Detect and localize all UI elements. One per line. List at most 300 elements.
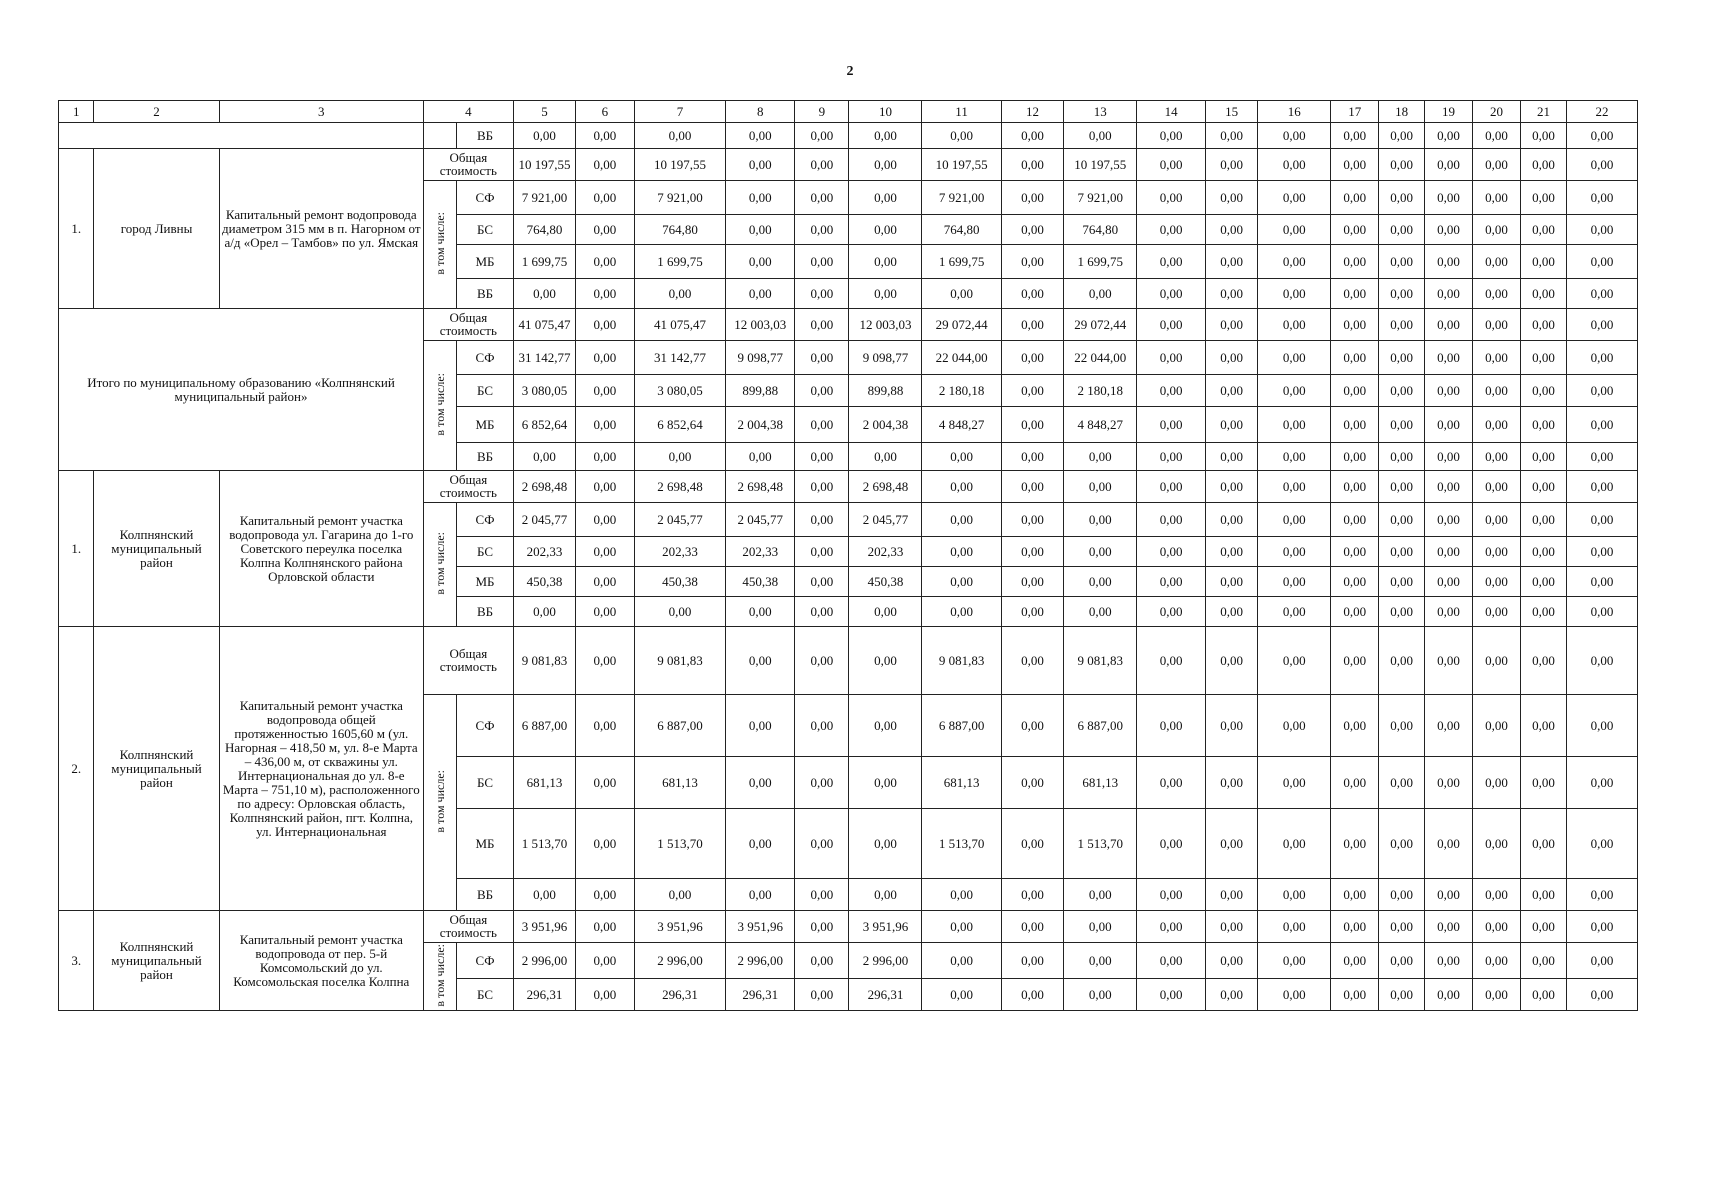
value-cell: 0,00 — [1206, 979, 1258, 1011]
value-cell: 0,00 — [1566, 597, 1637, 627]
value-cell: 0,00 — [1566, 879, 1637, 911]
value-cell: 0,00 — [795, 911, 849, 943]
value-cell: 9 098,77 — [726, 341, 795, 375]
district-name: город Ливны — [94, 149, 219, 309]
row-label: МБ — [457, 245, 513, 279]
value-cell: 0,00 — [1379, 567, 1425, 597]
value-cell: 0,00 — [1473, 943, 1521, 979]
value-cell: 0,00 — [576, 471, 634, 503]
value-cell: 202,33 — [726, 537, 795, 567]
value-cell: 0,00 — [1379, 537, 1425, 567]
value-cell: 0,00 — [726, 809, 795, 879]
value-cell: 0,00 — [576, 407, 634, 443]
value-cell: 681,13 — [922, 757, 1001, 809]
value-cell: 0,00 — [513, 279, 576, 309]
value-cell: 0,00 — [1258, 979, 1331, 1011]
value-cell: 0,00 — [1001, 149, 1064, 181]
value-cell: 0,00 — [1331, 503, 1379, 537]
value-cell: 0,00 — [1379, 341, 1425, 375]
value-cell: 1 513,70 — [922, 809, 1001, 879]
value-cell: 0,00 — [576, 537, 634, 567]
header-cell: 7 — [634, 101, 726, 123]
vertical-label — [424, 181, 457, 309]
value-cell: 0,00 — [1331, 341, 1379, 375]
value-cell: 0,00 — [1425, 757, 1473, 809]
row-label: БС — [457, 757, 513, 809]
value-cell: 0,00 — [1206, 567, 1258, 597]
value-cell: 0,00 — [1379, 757, 1425, 809]
value-cell: 10 197,55 — [922, 149, 1001, 181]
value-cell: 22 044,00 — [922, 341, 1001, 375]
value-cell: 0,00 — [795, 123, 849, 149]
header-cell: 18 — [1379, 101, 1425, 123]
value-cell: 0,00 — [1521, 407, 1567, 443]
value-cell: 0,00 — [1379, 503, 1425, 537]
value-cell: 0,00 — [1566, 443, 1637, 471]
value-cell: 0,00 — [634, 879, 726, 911]
value-cell: 0,00 — [795, 503, 849, 537]
header-cell: 8 — [726, 101, 795, 123]
value-cell: 0,00 — [1001, 809, 1064, 879]
value-cell: 0,00 — [1137, 757, 1206, 809]
value-cell: 0,00 — [1258, 215, 1331, 245]
value-cell: 764,80 — [634, 215, 726, 245]
total-cost-text: Общая стоимость — [439, 472, 497, 500]
value-cell: 0,00 — [1258, 503, 1331, 537]
header-cell: 9 — [795, 101, 849, 123]
value-cell: 0,00 — [1001, 181, 1064, 215]
value-cell: 0,00 — [849, 181, 922, 215]
value-cell: 7 921,00 — [634, 181, 726, 215]
value-cell: 2 698,48 — [726, 471, 795, 503]
value-cell: 0,00 — [795, 407, 849, 443]
value-cell: 0,00 — [1001, 309, 1064, 341]
value-cell: 0,00 — [1258, 627, 1331, 695]
value-cell: 0,00 — [726, 695, 795, 757]
value-cell: 1 699,75 — [513, 245, 576, 279]
value-cell: 22 044,00 — [1064, 341, 1137, 375]
value-cell: 0,00 — [1521, 471, 1567, 503]
value-cell: 4 848,27 — [1064, 407, 1137, 443]
value-cell: 0,00 — [576, 181, 634, 215]
value-cell: 0,00 — [1064, 123, 1137, 149]
value-cell: 0,00 — [1206, 279, 1258, 309]
value-cell: 0,00 — [1331, 407, 1379, 443]
total-cost-label — [424, 471, 514, 503]
value-cell: 0,00 — [1566, 503, 1637, 537]
row-label: СФ — [457, 695, 513, 757]
value-cell: 0,00 — [1137, 627, 1206, 695]
value-cell: 0,00 — [1137, 943, 1206, 979]
value-cell: 0,00 — [576, 341, 634, 375]
total-cost-text: Общая стоимость — [439, 646, 497, 674]
value-cell: 0,00 — [1001, 627, 1064, 695]
value-cell: 0,00 — [1001, 597, 1064, 627]
header-cell: 22 — [1566, 101, 1637, 123]
value-cell: 0,00 — [576, 279, 634, 309]
value-cell: 0,00 — [1258, 809, 1331, 879]
value-cell: 0,00 — [1206, 149, 1258, 181]
value-cell: 0,00 — [849, 757, 922, 809]
value-cell: 2 698,48 — [513, 471, 576, 503]
value-cell: 0,00 — [1331, 181, 1379, 215]
value-cell: 0,00 — [1206, 407, 1258, 443]
value-cell: 0,00 — [1331, 309, 1379, 341]
value-cell: 2 004,38 — [849, 407, 922, 443]
value-cell: 0,00 — [1566, 757, 1637, 809]
value-cell: 0,00 — [1331, 809, 1379, 879]
value-cell: 0,00 — [1425, 149, 1473, 181]
value-cell: 0,00 — [795, 443, 849, 471]
value-cell: 0,00 — [1566, 149, 1637, 181]
project-description: Капитальный ремонт участка водопровода общей протяженностью 1605,60 м (ул. Нагорная – 418,50 м, ул. 8-е Марта – 436,00 м, от скважины ул. Интернациональная до ул. 8-е Марта – 751,10 м), расположенного по адресу: Орловская область, Колпнянский район, пгт. Колпна, ул. Интернациональная — [219, 627, 423, 911]
value-cell: 0,00 — [1473, 809, 1521, 879]
total-cost-label — [424, 309, 514, 341]
value-cell: 0,00 — [922, 471, 1001, 503]
value-cell: 1 699,75 — [634, 245, 726, 279]
value-cell: 2 045,77 — [513, 503, 576, 537]
value-cell: 0,00 — [1206, 943, 1258, 979]
header-cell: 17 — [1331, 101, 1379, 123]
value-cell: 0,00 — [1473, 537, 1521, 567]
value-cell: 0,00 — [1521, 279, 1567, 309]
value-cell: 0,00 — [1425, 375, 1473, 407]
value-cell: 0,00 — [1473, 375, 1521, 407]
row-label: СФ — [457, 503, 513, 537]
total-cost-text: Общая стоимость — [439, 310, 497, 338]
value-cell: 9 081,83 — [922, 627, 1001, 695]
value-cell: 0,00 — [1566, 215, 1637, 245]
header-cell: 5 — [513, 101, 576, 123]
value-cell: 0,00 — [1001, 879, 1064, 911]
value-cell: 0,00 — [1473, 503, 1521, 537]
vertical-label — [424, 503, 457, 627]
value-cell: 0,00 — [1137, 443, 1206, 471]
header-cell: 3 — [219, 101, 423, 123]
value-cell: 0,00 — [1137, 149, 1206, 181]
value-cell: 0,00 — [1331, 279, 1379, 309]
value-cell: 764,80 — [513, 215, 576, 245]
value-cell: 0,00 — [1379, 245, 1425, 279]
value-cell: 0,00 — [1001, 341, 1064, 375]
value-cell: 0,00 — [1473, 279, 1521, 309]
value-cell: 0,00 — [1001, 279, 1064, 309]
value-cell: 0,00 — [726, 879, 795, 911]
value-cell: 0,00 — [1137, 341, 1206, 375]
value-cell: 0,00 — [1258, 407, 1331, 443]
value-cell: 0,00 — [1521, 309, 1567, 341]
value-cell: 0,00 — [1258, 911, 1331, 943]
value-cell: 0,00 — [1064, 471, 1137, 503]
value-cell: 1 513,70 — [634, 809, 726, 879]
value-cell: 0,00 — [1331, 943, 1379, 979]
value-cell: 0,00 — [1379, 309, 1425, 341]
value-cell: 0,00 — [795, 627, 849, 695]
value-cell: 0,00 — [1425, 407, 1473, 443]
value-cell: 0,00 — [1137, 979, 1206, 1011]
value-cell: 0,00 — [1137, 879, 1206, 911]
value-cell: 0,00 — [1379, 181, 1425, 215]
value-cell: 202,33 — [634, 537, 726, 567]
value-cell: 0,00 — [1521, 245, 1567, 279]
value-cell: 0,00 — [849, 149, 922, 181]
value-cell: 6 887,00 — [634, 695, 726, 757]
value-cell: 0,00 — [1521, 911, 1567, 943]
row-label: СФ — [457, 181, 513, 215]
value-cell: 899,88 — [726, 375, 795, 407]
value-cell: 0,00 — [1331, 123, 1379, 149]
header-cell: 12 — [1001, 101, 1064, 123]
value-cell: 0,00 — [1258, 695, 1331, 757]
value-cell: 0,00 — [576, 597, 634, 627]
value-cell: 0,00 — [1425, 443, 1473, 471]
value-cell: 0,00 — [795, 149, 849, 181]
value-cell: 0,00 — [1379, 443, 1425, 471]
value-cell: 202,33 — [513, 537, 576, 567]
value-cell: 0,00 — [1379, 911, 1425, 943]
value-cell: 7 921,00 — [922, 181, 1001, 215]
value-cell: 0,00 — [1001, 375, 1064, 407]
row-label: МБ — [457, 407, 513, 443]
value-cell: 0,00 — [1473, 979, 1521, 1011]
value-cell: 0,00 — [726, 627, 795, 695]
header-cell: 21 — [1521, 101, 1567, 123]
value-cell: 0,00 — [1258, 309, 1331, 341]
header-cell: 2 — [94, 101, 219, 123]
value-cell: 0,00 — [922, 567, 1001, 597]
value-cell: 0,00 — [1379, 471, 1425, 503]
value-cell: 0,00 — [849, 809, 922, 879]
total-cost-text: Общая стоимость — [439, 150, 497, 178]
value-cell: 0,00 — [1137, 407, 1206, 443]
value-cell: 0,00 — [1331, 695, 1379, 757]
value-cell: 0,00 — [1064, 597, 1137, 627]
value-cell: 764,80 — [1064, 215, 1137, 245]
value-cell: 0,00 — [1137, 123, 1206, 149]
value-cell: 10 197,55 — [513, 149, 576, 181]
value-cell: 10 197,55 — [1064, 149, 1137, 181]
value-cell: 0,00 — [1425, 503, 1473, 537]
value-cell: 0,00 — [1331, 627, 1379, 695]
value-cell: 0,00 — [1521, 879, 1567, 911]
vertical-label-text: в том числе: — [433, 531, 448, 595]
value-cell: 0,00 — [576, 443, 634, 471]
value-cell: 12 003,03 — [726, 309, 795, 341]
value-cell: 0,00 — [849, 245, 922, 279]
value-cell: 0,00 — [922, 879, 1001, 911]
value-cell: 0,00 — [1379, 215, 1425, 245]
value-cell: 0,00 — [849, 879, 922, 911]
row-label: СФ — [457, 943, 513, 979]
value-cell: 0,00 — [795, 695, 849, 757]
value-cell: 2 996,00 — [726, 943, 795, 979]
value-cell: 0,00 — [1379, 407, 1425, 443]
row-label: ВБ — [457, 879, 513, 911]
value-cell: 2 045,77 — [849, 503, 922, 537]
value-cell: 0,00 — [1566, 943, 1637, 979]
value-cell: 0,00 — [1379, 695, 1425, 757]
value-cell: 0,00 — [1425, 215, 1473, 245]
value-cell: 0,00 — [1566, 537, 1637, 567]
value-cell: 0,00 — [1137, 809, 1206, 879]
value-cell: 0,00 — [1473, 309, 1521, 341]
value-cell: 0,00 — [849, 597, 922, 627]
row-label: БС — [457, 979, 513, 1011]
value-cell: 0,00 — [795, 757, 849, 809]
value-cell: 2 045,77 — [726, 503, 795, 537]
value-cell: 3 951,96 — [513, 911, 576, 943]
value-cell: 0,00 — [513, 443, 576, 471]
value-cell: 0,00 — [849, 443, 922, 471]
value-cell: 0,00 — [576, 215, 634, 245]
value-cell: 0,00 — [1566, 309, 1637, 341]
value-cell: 0,00 — [1473, 757, 1521, 809]
value-cell: 0,00 — [1206, 181, 1258, 215]
value-cell: 0,00 — [1331, 471, 1379, 503]
value-cell: 0,00 — [576, 375, 634, 407]
value-cell: 0,00 — [1566, 341, 1637, 375]
value-cell: 0,00 — [576, 943, 634, 979]
project-description: Капитальный ремонт участка водопровода от пер. 5-й Комсомольский до ул. Комсомольская поселка Колпна — [219, 911, 423, 1011]
row-number: 1. — [59, 471, 94, 627]
vertical-label-text: в том числе: — [433, 211, 448, 275]
value-cell: 0,00 — [1425, 695, 1473, 757]
value-cell: 0,00 — [1566, 407, 1637, 443]
value-cell: 0,00 — [795, 471, 849, 503]
value-cell: 0,00 — [1137, 537, 1206, 567]
value-cell: 0,00 — [726, 181, 795, 215]
value-cell: 0,00 — [1137, 181, 1206, 215]
value-cell: 0,00 — [1331, 443, 1379, 471]
value-cell: 1 513,70 — [1064, 809, 1137, 879]
value-cell: 4 848,27 — [922, 407, 1001, 443]
value-cell: 899,88 — [849, 375, 922, 407]
value-cell: 3 080,05 — [634, 375, 726, 407]
value-cell: 41 075,47 — [513, 309, 576, 341]
value-cell: 31 142,77 — [634, 341, 726, 375]
value-cell: 0,00 — [576, 567, 634, 597]
value-cell: 0,00 — [1137, 911, 1206, 943]
value-cell: 0,00 — [1258, 341, 1331, 375]
value-cell: 0,00 — [1379, 943, 1425, 979]
header-cell: 20 — [1473, 101, 1521, 123]
value-cell: 0,00 — [1001, 245, 1064, 279]
value-cell: 0,00 — [1137, 471, 1206, 503]
value-cell: 0,00 — [1137, 279, 1206, 309]
value-cell: 0,00 — [1258, 537, 1331, 567]
value-cell: 0,00 — [1425, 471, 1473, 503]
value-cell: 0,00 — [1331, 215, 1379, 245]
value-cell: 0,00 — [1425, 597, 1473, 627]
header-cell: 10 — [849, 101, 922, 123]
value-cell: 0,00 — [1137, 215, 1206, 245]
value-cell: 0,00 — [1566, 695, 1637, 757]
empty-cell — [424, 123, 457, 149]
value-cell: 0,00 — [1473, 149, 1521, 181]
district-name: Колпнянский муниципальный район — [94, 627, 219, 911]
value-cell: 0,00 — [1064, 943, 1137, 979]
value-cell: 0,00 — [1001, 943, 1064, 979]
value-cell: 2 045,77 — [634, 503, 726, 537]
value-cell: 41 075,47 — [634, 309, 726, 341]
value-cell: 0,00 — [1425, 943, 1473, 979]
value-cell: 0,00 — [1379, 879, 1425, 911]
value-cell: 0,00 — [576, 309, 634, 341]
value-cell: 0,00 — [1064, 911, 1137, 943]
value-cell: 0,00 — [1206, 245, 1258, 279]
value-cell: 0,00 — [922, 279, 1001, 309]
value-cell: 0,00 — [1331, 245, 1379, 279]
value-cell: 0,00 — [1137, 695, 1206, 757]
value-cell: 0,00 — [1331, 879, 1379, 911]
value-cell: 2 996,00 — [849, 943, 922, 979]
value-cell: 6 852,64 — [634, 407, 726, 443]
value-cell: 0,00 — [1566, 911, 1637, 943]
value-cell: 296,31 — [513, 979, 576, 1011]
total-cost-label — [424, 149, 514, 181]
row-label: МБ — [457, 567, 513, 597]
value-cell: 0,00 — [576, 879, 634, 911]
value-cell: 0,00 — [1425, 279, 1473, 309]
value-cell: 0,00 — [1566, 471, 1637, 503]
value-cell: 0,00 — [1206, 537, 1258, 567]
value-cell: 6 887,00 — [1064, 695, 1137, 757]
value-cell: 0,00 — [513, 123, 576, 149]
value-cell: 0,00 — [1521, 627, 1567, 695]
value-cell: 0,00 — [1331, 537, 1379, 567]
value-cell: 681,13 — [513, 757, 576, 809]
header-cell: 13 — [1064, 101, 1137, 123]
value-cell: 0,00 — [1258, 757, 1331, 809]
value-cell: 0,00 — [849, 215, 922, 245]
value-cell: 0,00 — [1521, 503, 1567, 537]
value-cell: 0,00 — [1001, 443, 1064, 471]
value-cell: 0,00 — [1001, 695, 1064, 757]
value-cell: 0,00 — [1425, 809, 1473, 879]
value-cell: 0,00 — [726, 279, 795, 309]
value-cell: 0,00 — [1064, 879, 1137, 911]
value-cell: 0,00 — [1206, 597, 1258, 627]
district-name: Колпнянский муниципальный район — [94, 471, 219, 627]
value-cell: 0,00 — [1258, 597, 1331, 627]
row-label: БС — [457, 375, 513, 407]
header-cell: 1 — [59, 101, 94, 123]
value-cell: 0,00 — [1425, 979, 1473, 1011]
value-cell: 0,00 — [1331, 567, 1379, 597]
value-cell: 9 098,77 — [849, 341, 922, 375]
value-cell: 0,00 — [1379, 597, 1425, 627]
value-cell: 0,00 — [1001, 215, 1064, 245]
value-cell: 0,00 — [795, 537, 849, 567]
header-cell: 4 — [424, 101, 514, 123]
value-cell: 0,00 — [1566, 123, 1637, 149]
value-cell: 6 887,00 — [513, 695, 576, 757]
value-cell: 9 081,83 — [634, 627, 726, 695]
total-title: Итого по муниципальному образованию «Колпнянский муниципальный район» — [59, 309, 424, 471]
value-cell: 0,00 — [1521, 443, 1567, 471]
value-cell: 0,00 — [849, 123, 922, 149]
row-label: ВБ — [457, 279, 513, 309]
value-cell: 0,00 — [922, 443, 1001, 471]
value-cell: 3 080,05 — [513, 375, 576, 407]
value-cell: 0,00 — [726, 757, 795, 809]
row-label: ВБ — [457, 597, 513, 627]
value-cell: 681,13 — [634, 757, 726, 809]
value-cell: 31 142,77 — [513, 341, 576, 375]
value-cell: 0,00 — [1473, 123, 1521, 149]
value-cell: 450,38 — [513, 567, 576, 597]
value-cell: 0,00 — [1137, 375, 1206, 407]
